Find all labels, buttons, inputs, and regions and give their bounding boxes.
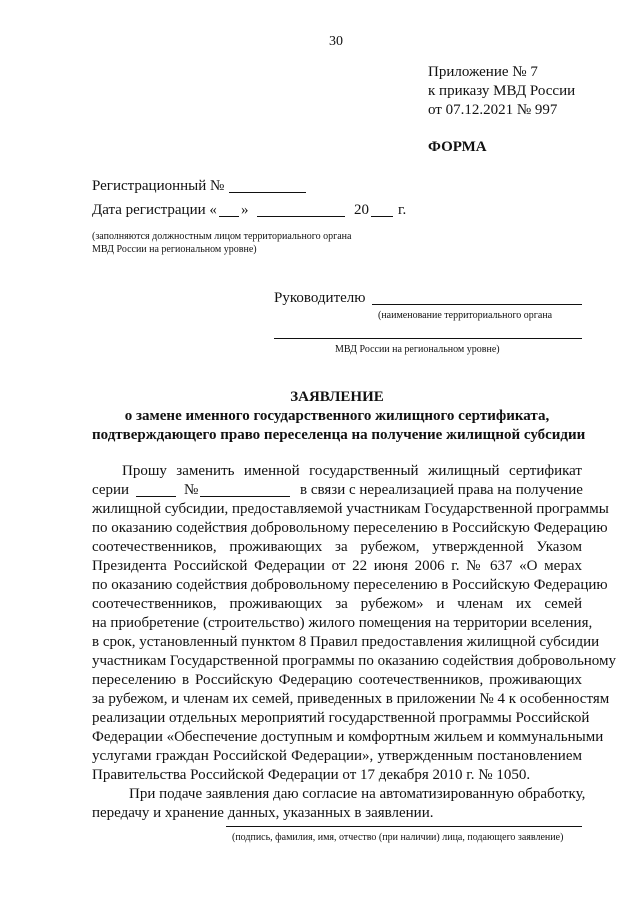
body-line-1: Прошу заменить именной государственный жилищный сертификат [122,463,582,479]
addressee-field[interactable] [372,304,582,305]
registration-date-quote: » [241,202,249,218]
body-line-14: реализации отдельных мероприятий государственной программы Российской [92,710,590,726]
certificate-number-field[interactable] [200,496,290,497]
document-subtitle-2: подтверждающего право переселенца на получение жилищной субсидии [92,427,586,443]
body-line-13: за рубежом, и членам их семей, приведенных в приложении № 4 к особенностям [92,691,610,707]
series-label: серии [92,482,130,498]
registration-day-field[interactable] [219,216,239,217]
registration-year-field[interactable] [371,216,393,217]
body-line-6: Президента Российской Федерации от 22 июня 2006 г. № 637 «О мерах [92,558,582,574]
body-line-12: переселению в Российскую Федерацию соотечественников, проживающих [92,672,582,688]
body-line-5: соотечественников, проживающих за рубежом, утвержденной Указом [92,539,582,555]
body-line-11: участникам Государственной программы по оказанию содействия добровольному [92,653,617,669]
body-line-16: услугами граждан Российской Федерации», утвержденным постановлением [92,748,582,764]
form-label: ФОРМА [428,139,487,155]
body-line-8: соотечественников, проживающих за рубежом» и членам их семей [92,596,582,612]
registration-note-1: (заполняются должностным лицом территориального органа [92,231,352,242]
page-number: 30 [329,34,343,49]
registration-date-century: 20 [354,202,369,218]
signature-field[interactable] [226,826,582,827]
body-line-9: на приобретение (строительство) жилого помещения на территории вселения, [92,615,593,631]
body-line-17: Правительства Российской Федерации от 17 декабря 2010 г. № 1050. [92,767,531,783]
body-line-4: по оказанию содействия добровольному переселению в Российскую Федерацию [92,520,608,536]
registration-date-year-suffix: г. [398,202,407,218]
document-subtitle-1: о замене именного государственного жилищного сертификата, [124,408,550,424]
addressee-caption-2: МВД России на региональном уровне) [335,344,500,355]
body-line-19: передачу и хранение данных, указанных в заявлении. [92,805,434,821]
body-line-10: в срок, установленный пунктом 8 Правил предоставления жилищной субсидии [92,634,600,650]
appendix-line-2: к приказу МВД России [428,83,576,99]
document-title: ЗАЯВЛЕНИЕ [290,389,384,405]
body-line-3: жилищной субсидии, предоставляемой участникам Государственной программы [92,501,609,517]
appendix-line-1: Приложение № 7 [428,64,538,80]
series-field[interactable] [136,496,176,497]
addressee-caption-1: (наименование территориального органа [378,310,553,321]
registration-note-2: МВД России на региональном уровне) [92,244,257,255]
registration-number-label: Регистрационный № [92,178,225,194]
registration-month-field[interactable] [257,216,345,217]
body-line-15: Федерации «Обеспечение доступным и комфортным жильем и коммунальными [92,729,604,745]
addressee-field-2[interactable] [274,338,582,339]
registration-number-field[interactable] [229,192,306,193]
registration-date-label: Дата регистрации « [92,202,217,218]
body-line-7: по оказанию содействия добровольному переселению в Российскую Федерацию [92,577,608,593]
body-line-18: При подаче заявления даю согласие на автоматизированную обработку, [129,786,586,802]
addressee-label: Руководителю [274,290,366,306]
appendix-line-3: от 07.12.2021 № 997 [428,102,558,118]
number-label: № [184,482,199,498]
signature-caption: (подпись, фамилия, имя, отчество (при наличии) лица, подающего заявление) [232,832,564,843]
body-line-2-text: в связи с нереализацией права на получение [300,482,583,498]
